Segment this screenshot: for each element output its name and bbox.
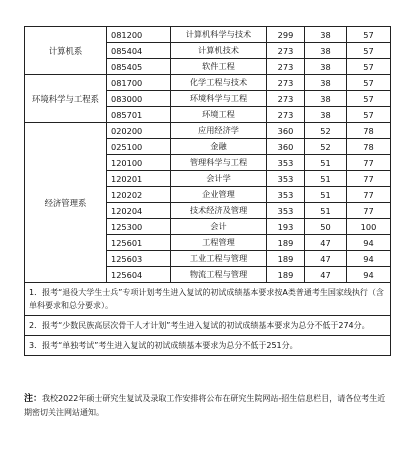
- major-name-cell: 计算机技术: [171, 43, 267, 59]
- major-name-cell: 企业管理: [171, 187, 267, 203]
- single-subject-b-cell: 78: [347, 123, 391, 139]
- major-name-cell: 计算机科学与技术: [171, 27, 267, 43]
- table-row: [25, 27, 391, 43]
- single-subject-a-cell: 51: [305, 203, 347, 219]
- major-name-cell: 技术经济及管理: [171, 203, 267, 219]
- score-table-body: [25, 27, 391, 283]
- department-cell: 环境科学与工程系: [25, 75, 107, 123]
- total-score-cell: 353: [267, 171, 305, 187]
- major-name-cell: 金融: [171, 139, 267, 155]
- single-subject-b-cell: 78: [347, 139, 391, 155]
- single-subject-b-cell: 77: [347, 171, 391, 187]
- department-cell: 计算机系: [25, 27, 107, 75]
- total-score-cell: 273: [267, 59, 305, 75]
- single-subject-a-cell: 38: [305, 43, 347, 59]
- major-name-cell: 工程管理: [171, 235, 267, 251]
- footer-note: [24, 392, 390, 419]
- single-subject-a-cell: 38: [305, 107, 347, 123]
- score-table: [24, 26, 391, 356]
- major-name-cell: 管理科学与工程: [171, 155, 267, 171]
- single-subject-b-cell: 57: [347, 27, 391, 43]
- footer-text: 我校2022年硕士研究生复试及录取工作安排将公布在研究生院网站-招生信息栏目，请各位考生近期密切关注网站通知。: [24, 394, 386, 417]
- major-name-cell: 会计学: [171, 171, 267, 187]
- major-code-cell: 081700: [107, 75, 171, 91]
- major-name-cell: 软件工程: [171, 59, 267, 75]
- note-text: 3．报考“单独考试”考生进入复试的初试成绩基本要求为总分不低于251分。: [25, 336, 391, 356]
- single-subject-a-cell: 50: [305, 219, 347, 235]
- single-subject-b-cell: 57: [347, 75, 391, 91]
- single-subject-b-cell: 57: [347, 43, 391, 59]
- single-subject-a-cell: 38: [305, 59, 347, 75]
- major-code-cell: 120100: [107, 155, 171, 171]
- note-row: [25, 283, 391, 316]
- single-subject-b-cell: 94: [347, 251, 391, 267]
- single-subject-a-cell: 38: [305, 27, 347, 43]
- major-name-cell: 应用经济学: [171, 123, 267, 139]
- footer-lead: 注：: [24, 394, 43, 404]
- major-code-cell: 085405: [107, 59, 171, 75]
- total-score-cell: 273: [267, 75, 305, 91]
- major-name-cell: 工业工程与管理: [171, 251, 267, 267]
- total-score-cell: 189: [267, 235, 305, 251]
- total-score-cell: 193: [267, 219, 305, 235]
- single-subject-a-cell: 52: [305, 139, 347, 155]
- single-subject-b-cell: 94: [347, 267, 391, 283]
- major-name-cell: 环境科学与工程: [171, 91, 267, 107]
- major-code-cell: 125601: [107, 235, 171, 251]
- total-score-cell: 299: [267, 27, 305, 43]
- total-score-cell: 189: [267, 251, 305, 267]
- note-row: [25, 336, 391, 356]
- table-row: [25, 75, 391, 91]
- note-text: 2．报考“少数民族高层次骨干人才计划”考生进入复试的初试成绩基本要求为总分不低于274分。: [25, 316, 391, 336]
- total-score-cell: 273: [267, 43, 305, 59]
- major-code-cell: 081200: [107, 27, 171, 43]
- single-subject-b-cell: 57: [347, 107, 391, 123]
- total-score-cell: 353: [267, 187, 305, 203]
- single-subject-b-cell: 77: [347, 155, 391, 171]
- single-subject-a-cell: 38: [305, 75, 347, 91]
- single-subject-b-cell: 57: [347, 91, 391, 107]
- total-score-cell: 360: [267, 123, 305, 139]
- notes-section: [25, 283, 391, 356]
- single-subject-b-cell: 100: [347, 219, 391, 235]
- single-subject-b-cell: 94: [347, 235, 391, 251]
- note-row: [25, 316, 391, 336]
- total-score-cell: 189: [267, 267, 305, 283]
- single-subject-a-cell: 51: [305, 155, 347, 171]
- major-code-cell: 085701: [107, 107, 171, 123]
- single-subject-a-cell: 52: [305, 123, 347, 139]
- major-code-cell: 085404: [107, 43, 171, 59]
- major-code-cell: 120204: [107, 203, 171, 219]
- major-name-cell: 会计: [171, 219, 267, 235]
- single-subject-a-cell: 51: [305, 171, 347, 187]
- major-code-cell: 125300: [107, 219, 171, 235]
- table-row: [25, 123, 391, 139]
- major-name-cell: 物流工程与管理: [171, 267, 267, 283]
- major-code-cell: 120201: [107, 171, 171, 187]
- single-subject-b-cell: 57: [347, 59, 391, 75]
- total-score-cell: 273: [267, 91, 305, 107]
- major-code-cell: 083000: [107, 91, 171, 107]
- total-score-cell: 273: [267, 107, 305, 123]
- total-score-cell: 360: [267, 139, 305, 155]
- single-subject-b-cell: 77: [347, 203, 391, 219]
- note-text: 1．报考“退役大学生士兵”专项计划考生进入复试的初试成绩基本要求按A类普通考生国家线执行（含单科要求和总分要求）。: [25, 283, 391, 316]
- major-code-cell: 020200: [107, 123, 171, 139]
- total-score-cell: 353: [267, 203, 305, 219]
- single-subject-a-cell: 47: [305, 251, 347, 267]
- major-code-cell: 125603: [107, 251, 171, 267]
- major-code-cell: 125604: [107, 267, 171, 283]
- major-name-cell: 化学工程与技术: [171, 75, 267, 91]
- single-subject-a-cell: 51: [305, 187, 347, 203]
- department-cell: 经济管理系: [25, 123, 107, 283]
- single-subject-a-cell: 47: [305, 267, 347, 283]
- single-subject-b-cell: 77: [347, 187, 391, 203]
- single-subject-a-cell: 38: [305, 91, 347, 107]
- major-name-cell: 环境工程: [171, 107, 267, 123]
- major-code-cell: 120202: [107, 187, 171, 203]
- single-subject-a-cell: 47: [305, 235, 347, 251]
- total-score-cell: 353: [267, 155, 305, 171]
- major-code-cell: 025100: [107, 139, 171, 155]
